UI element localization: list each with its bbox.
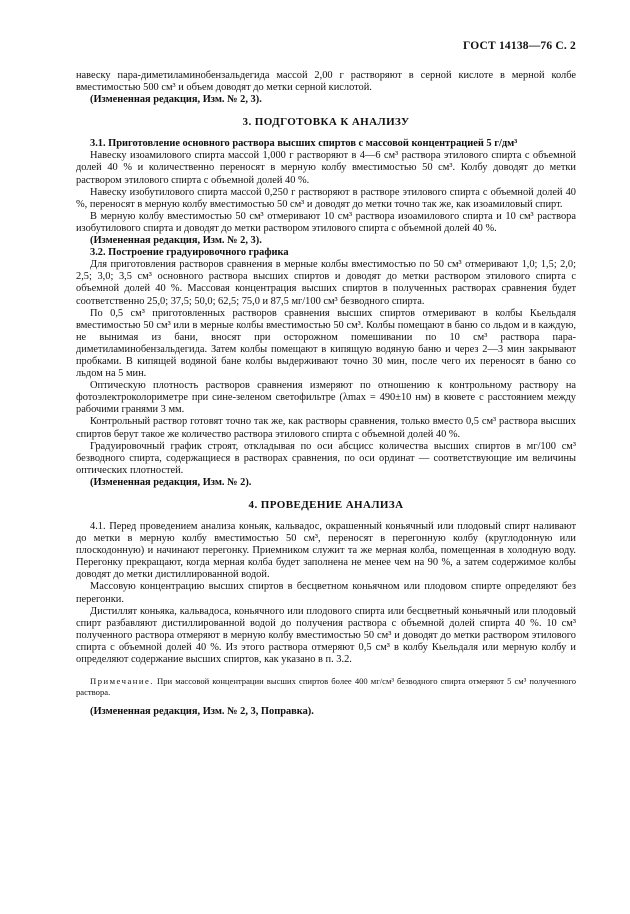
paragraph: Дистиллят коньяка, кальвадоса, коньячного или плодового спирта или бесцветный коньячный или плодовый спирт разбавляют дистиллированной водой до получения раствора с объемной долей спирта 40 %. 10 см³ полученного раствора отмеряют в мерную колбу вместимостью 50 см³ и доводят до метки раствором этилового спирта с объемной долей 40 %. Из этого раствора отмеряют 0,5 см³ в колбу Кьельдаля или мерную колбу и определяют содержание высших спиртов, как указано в п. 3.2. bbox=[76, 605, 576, 666]
paragraph: Навеску изобутилового спирта массой 0,250 г растворяют в растворе этилового спирта с объемной долей 40 %, переносят в мерную колбу вместимостью 50 см³ и доводят до метки точно так же, как изоамиловый спирт. bbox=[76, 186, 576, 210]
paragraph: Контрольный раствор готовят точно так же, как растворы сравнения, только вместо 0,5 см³ раствора высших спиртов берут такое же количество раствора этилового спирта с объемной долей 40 %. bbox=[76, 416, 576, 440]
note-text: При массовой концентрации высших спиртов более 400 мг/см³ безводного спирта отмеряют 5 см³ полученного раствора. bbox=[76, 676, 576, 698]
paragraph: Массовую концентрацию высших спиртов в бесцветном коньячном или плодовом спирте определяют без перегонки. bbox=[76, 581, 576, 605]
paragraph: В мерную колбу вместимостью 50 см³ отмеривают 10 см³ раствора изоамилового спирта и 10 см³ раствора изобутилового спирта и доводят до метки раствором этилового спирта с объемной долей 40 %. bbox=[76, 210, 576, 234]
paragraph: Оптическую плотность растворов сравнения измеряют по отношению к контрольному раствору на фотоэлектроколориметре при сине-зеленом светофильтре (λmax = 490±10 нм) в кювете с расстоянием между рабочими гранями 3 мм. bbox=[76, 380, 576, 416]
paragraph: Навеску изоамилового спирта массой 1,000 г растворяют в 4—6 см³ раствора этилового спирта с объемной долей 40 % и количественно переносят в мерную колбу вместимостью 50 см³. Колбу доводят до метки раствором этилового спирта с объемной долей 40 %. bbox=[76, 150, 576, 186]
subsection-3-1-title: 3.1. Приготовление основного раствора высших спиртов с массовой концентрацией 5 г/дм³ bbox=[90, 138, 518, 150]
section-3-title: 3. ПОДГОТОВКА К АНАЛИЗУ bbox=[242, 116, 410, 129]
subsection-3-2-title: 3.2. Построение градуировочного графика bbox=[90, 247, 289, 259]
section-4-title: 4. ПРОВЕДЕНИЕ АНАЛИЗА bbox=[248, 499, 404, 511]
paragraph: 4.1. Перед проведением анализа коньяк, кальвадос, окрашенный коньячный или плодовый спирт наливают до метки в мерную колбу вместимостью 50 см³, переносят в перегонную колбу (круглодонную или плоскодонную) и начинают перегонку. Приемником служит та же мерная колба, помещенная в холодную воду. Перегонку прекращают, когда мерная колба будет заполнена не менее чем на 90 %, а затем содержимое колбы доводят до метки дистиллированной водой. bbox=[76, 521, 576, 581]
amendment-note: (Измененная редакция, Изм. № 2, 3). bbox=[90, 94, 262, 106]
amendment-note: (Измененная редакция, Изм. № 2). bbox=[90, 476, 252, 488]
intro-paragraph: навеску пара-диметиламинобензальдегида массой 2,00 г растворяют в серной кислоте в мерной колбе вместимостью 500 см³ и объем доводят до метки серной кислотой. bbox=[76, 70, 576, 94]
paragraph: По 0,5 см³ приготовленных растворов сравнения высших спиртов отмеривают в колбы Кьельдаля вместимостью 50 см³ или в мерные колбы вместимостью 50 см³. Колбы помещают в баню со льдом и в каждую, не вынимая из бани, вносят при осторожном помешивании по 10 см³ раствора пара-диметиламинобензальдегида. Затем колбы помещают в кипящую водяную баню и через 2—3 мин закрывают пробками. В кипящей водяной бане колбы выдерживают точно 30 мин, после чего их переносят в баню со льдом на 5 мин. bbox=[76, 307, 576, 380]
document-page bbox=[76, 40, 576, 718]
page-header: ГОСТ 14138—76 С. 2 bbox=[463, 40, 576, 52]
amendment-note: (Измененная редакция, Изм. № 2, 3, Поправка). bbox=[90, 706, 314, 718]
note-label: Примечание. bbox=[90, 676, 154, 687]
paragraph: Градуировочный график строят, откладывая по оси абсцисс количества высших спиртов в мг/100 см³ безводного спирта, содержащиеся в растворах сравнения, по оси ординат — соответствующие им величины оптических плотностей. bbox=[76, 440, 576, 476]
paragraph: Для приготовления растворов сравнения в мерные колбы вместимостью по 50 см³ отмеривают 1,0; 1,5; 2,0; 2,5; 3,0; 3,5 см³ основного раствора высших спиртов и доводят до метки раствором этилового спирта с объемной долей 40 %. Массовая концентрация высших спиртов в полученных растворах сравнения будет соответственно 25,0; 37,5; 50,0; 62,5; 75,0 и 87,5 мг/100 см³ безводного спирта. bbox=[76, 259, 576, 307]
footnote bbox=[76, 676, 576, 698]
amendment-note: (Измененная редакция, Изм. № 2, 3). bbox=[90, 235, 262, 247]
